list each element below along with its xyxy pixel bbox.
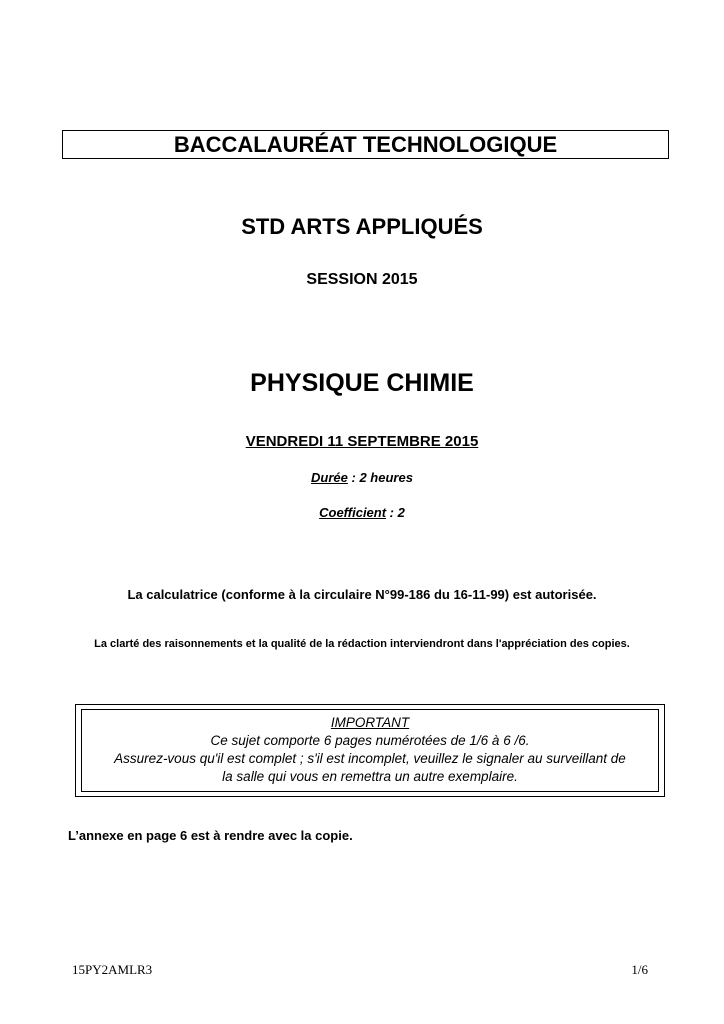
important-line-2: Assurez-vous qu'il est complet ; s'il est incomplet, veuillez le signaler au surveillant de xyxy=(114,751,626,766)
subject-title: PHYSIQUE CHIMIE xyxy=(250,369,474,397)
annex-note: L’annexe en page 6 est à rendre avec la copie. xyxy=(68,828,353,843)
footer-page-number: 1/6 xyxy=(631,962,648,977)
coefficient-label: Coefficient xyxy=(319,505,387,520)
duration-value: : 2 heures xyxy=(347,470,413,485)
important-line-1: Ce sujet comporte 6 pages numérotées de 1/6 à 6 /6. xyxy=(210,733,530,748)
important-box xyxy=(75,704,665,797)
footer-code: 15PY2AMLR3 xyxy=(72,962,153,977)
exam-title: BACCALAURÉAT TECHNOLOGIQUE xyxy=(173,131,558,157)
important-line-3: la salle qui vous en remettra un autre exemplaire. xyxy=(222,769,518,784)
exam-title-box xyxy=(62,130,669,159)
clarity-note: La clarté des raisonnements et la qualité de la rédaction interviendront dans l'appréciation des copies. xyxy=(94,638,630,650)
series-title: STD ARTS APPLIQUÉS xyxy=(241,214,483,239)
important-inner-box xyxy=(81,709,659,792)
session-label: SESSION 2015 xyxy=(306,271,418,288)
duration-label: Durée xyxy=(311,470,348,485)
coefficient-line xyxy=(0,505,724,520)
duration-line xyxy=(0,470,724,485)
calculator-note: La calculatrice (conforme à la circulaire N°99-186 du 16-11-99) est autorisée. xyxy=(127,587,597,602)
exam-date: VENDREDI 11 SEPTEMBRE 2015 xyxy=(245,433,479,450)
coefficient-value: : 2 xyxy=(386,505,405,520)
important-title: IMPORTANT xyxy=(330,715,410,730)
